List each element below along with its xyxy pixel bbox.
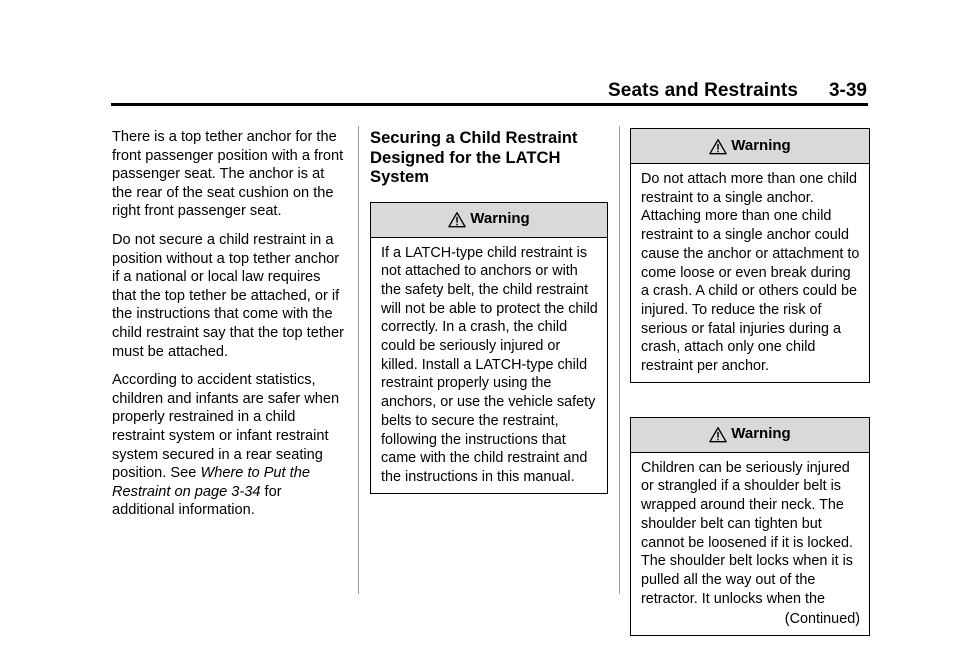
paragraph (112, 371, 348, 520)
warning-header (631, 129, 869, 164)
warning-box (370, 202, 608, 494)
column-divider (619, 126, 620, 594)
warning-label: Warning (470, 210, 530, 228)
warning-text: Children can be seriously injured or strangled if a shoulder belt is wrapped around their neck. The shoulder belt can tighten but cannot be loosened if it is locked. The shoulder belt locks when it is pulled all the way out of the retractor. It unlocks when the (641, 459, 853, 607)
paragraph: There is a top tether anchor for the front passenger position with a front passenger seat. The anchor is at the rear of the seat cushion on the right front passenger seat. (112, 129, 344, 220)
warning-triangle-icon (709, 138, 727, 155)
warning-text: Do not attach more than one child restraint to a single anchor. Attaching more than one child restraint to a single anchor could cause the anchor or attachment to come loose or even break during a crash. A child or others could be injured. To reduce the risk of serious or fatal injuries during a crash, attach only one child restraint per anchor. (641, 171, 860, 375)
warning-triangle-icon (448, 211, 466, 228)
column-3 (630, 128, 870, 636)
warning-text: If a LATCH-type child restraint is not attached to anchors or with the safety belt, the child restraint will not be able to protect the child correctly. In a crash, the child could be seriously injured or killed. Install a LATCH-type child restraint properly using the anchors, or use the vehicle safety belts to secure the restraint, following the instructions that came with the child restraint and the instructions in this manual. (381, 244, 598, 485)
warning-label: Warning (731, 136, 791, 154)
warning-box (630, 417, 870, 636)
warning-triangle-icon (709, 426, 727, 443)
paragraph: Do not secure a child restraint in a position without a top tether anchor if a national or local law requires that the top tether be attached, or if the instructions that come with the child restraint say that the top tether must be attached. (112, 231, 345, 360)
column-1 (112, 128, 348, 530)
continued-label: (Continued) (784, 611, 860, 628)
warning-header (371, 203, 607, 238)
section-title: Seats and Restraints (608, 80, 798, 101)
column-2 (370, 128, 608, 494)
warning-label: Warning (731, 425, 791, 443)
cross-reference-link[interactable]: Where to Put the Restraint on page 3-34 (112, 465, 310, 500)
warning-box (630, 128, 870, 383)
warning-body (631, 453, 869, 635)
paragraph-text: for additional information. (112, 483, 282, 519)
section-heading: Securing a Child Restraint Designed for the LATCH System (370, 128, 578, 186)
page-header (0, 0, 960, 106)
header-rule (111, 103, 868, 106)
warning-header (631, 418, 869, 453)
page-number: 3-39 (828, 80, 867, 101)
paragraph-text: According to accident statistics, children and infants are safer when properly restrained in a child restraint system or infant restraint system secured in a rear seating position. See (112, 372, 340, 482)
column-divider (358, 126, 359, 594)
